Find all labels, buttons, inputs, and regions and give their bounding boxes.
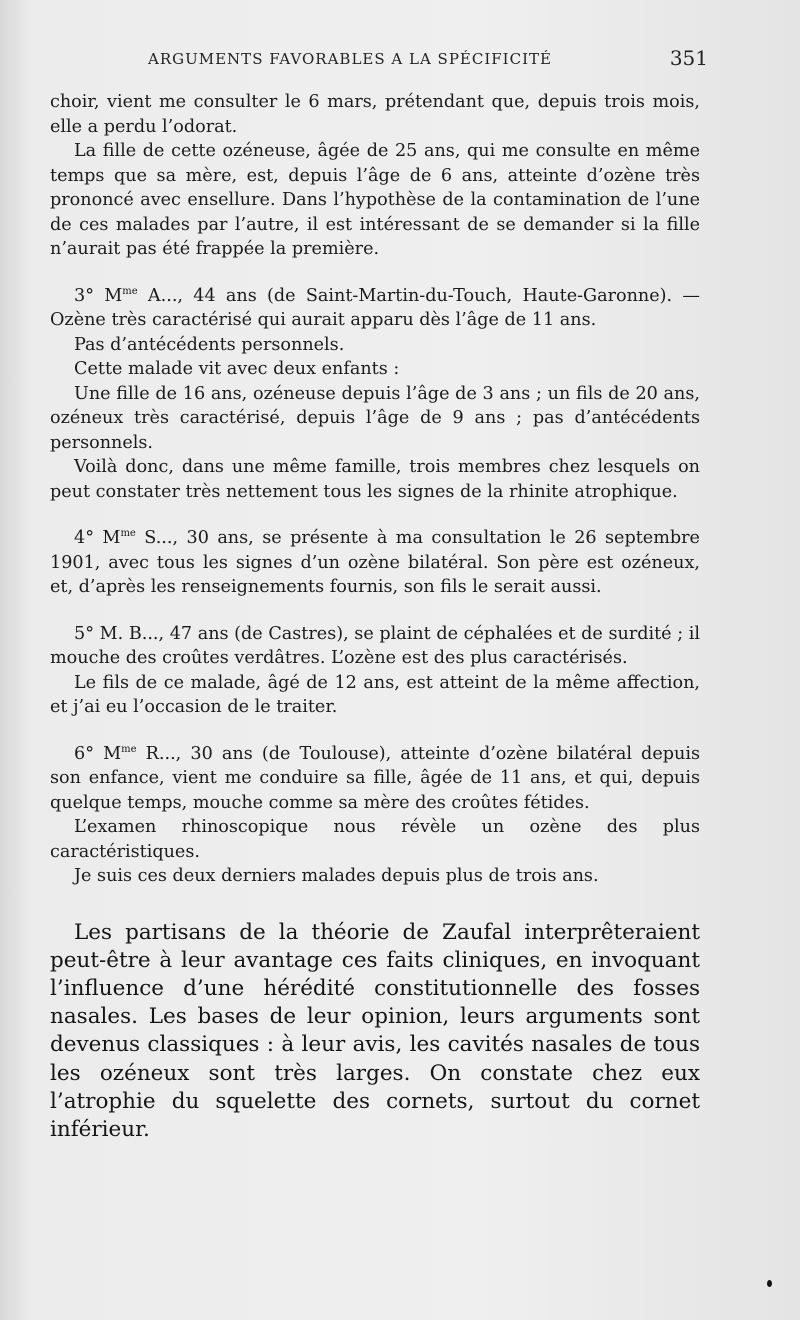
case-3-entry — [50, 284, 700, 333]
running-title: ARGUMENTS FAVORABLES A LA SPÉCIFICITÉ — [148, 50, 552, 68]
case-6-exam: L’examen rhinoscopique nous révèle un ozène des plus caractéristiques. — [50, 817, 700, 862]
case-5-entry: 5° M. B..., 47 ans (de Castres), se plaint de céphalées et de surdité ; il mouche des croûtes verdâtres. L’ozène est des plus caractérisés. — [50, 623, 700, 668]
case-3-text: A..., 44 ans (de Saint-Martin-du-Touch, Haute-Garonne). — Ozène très caractérisé qui aurait apparu dès l’âge de 11 ans. — [50, 285, 700, 330]
case-6-text: R..., 30 ans (de Toulouse), atteinte d’ozène bilatéral depuis son enfance, vient me conduire sa fille, âgée de 11 ans, et qui, depuis quelque temps, mouche comme sa mère des croûtes fétides. — [50, 743, 700, 813]
page-body — [50, 90, 700, 1144]
paragraph-continuation: choir, vient me consulter le 6 mars, prétendant que, depuis trois mois, elle a perdu l’odorat. — [50, 92, 700, 137]
case-6-superscript: me — [121, 743, 137, 755]
case-5-son: Le fils de ce malade, âgé de 12 ans, est atteint de la même affection, et j’ai eu l’occasion de le traiter. — [50, 672, 700, 717]
paragraph-daughter: La fille de cette ozéneuse, âgée de 25 ans, qui me consulte en même temps que sa mère, est, depuis l’âge de 6 ans, atteinte d’ozène très prononcé avec ensellure. Dans l’hypothèse de la contamination de l’une de ces malades par l’autre, il est intéressant de se demander si la fille n’aurait pas été frappée la première. — [50, 141, 700, 259]
case-3-conclusion: Voilà donc, dans une même famille, trois membres chez lesquels on peut constater très nettement tous les signes de la rhinite atrophique. — [50, 457, 700, 502]
case-3-superscript: me — [122, 285, 138, 297]
case-6-entry — [50, 742, 700, 816]
page-header — [148, 44, 708, 74]
case-4-text: S..., 30 ans, se présente à ma consultation le 26 septembre 1901, avec tous les signes d’un ozène bilatéral. Son père est ozéneux, et, d’après les renseignements fournis, son fils le serait aussi. — [50, 528, 700, 597]
case-4-entry — [50, 526, 700, 600]
case-3-number: 3° M — [74, 285, 123, 306]
case-6-followup: Je suis ces deux derniers malades depuis plus de trois ans. — [74, 866, 599, 886]
case-4-number: 4° M — [74, 528, 121, 548]
case-6-number: 6° M — [74, 743, 122, 764]
case-3-children: Une fille de 16 ans, ozéneuse depuis l’âge de 3 ans ; un fils de 20 ans, ozéneux très caractérisé, depuis l’âge de 9 ans ; pas d’antécédents personnels. — [50, 383, 700, 453]
case-3-antecedents: Pas d’antécédents personnels. — [74, 334, 345, 355]
case-3-children-intro: Cette malade vit avec deux enfants : — [74, 359, 400, 379]
case-4-superscript: me — [120, 528, 136, 540]
ink-speck — [767, 1280, 772, 1287]
page-number: 351 — [669, 46, 708, 70]
discussion-paragraph: Les partisans de la théorie de Zaufal interprêteraient peut-être à leur avantage ces faits cliniques, en invoquant l’influence d’une hérédité constitutionnelle des fosses nasales. Les bases de leur opinion, leurs arguments sont devenus classiques : à leur avis, les cavités nasales de tous les ozéneux sont très larges. On constate chez eux l’atrophie du squelette des cornets, surtout du cornet inférieur. — [50, 919, 700, 1142]
